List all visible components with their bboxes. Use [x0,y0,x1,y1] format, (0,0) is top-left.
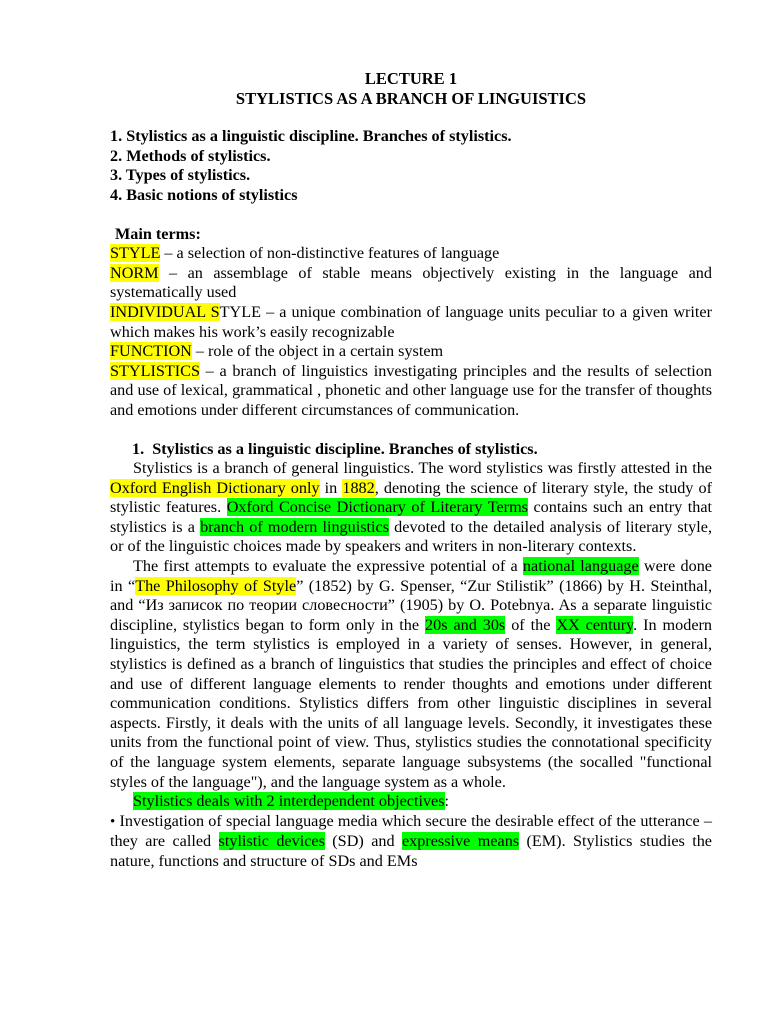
lecture-number: LECTURE 1 [364,69,458,88]
main-terms-heading: Main terms: [115,224,201,243]
contents-item: 1. Stylistics as a linguistic discipline. Branches of stylistics. [110,127,512,146]
term-highlight: STYLISTICS [110,361,200,380]
highlight-yellow: Oxford English Dictionary only [110,478,320,497]
highlight-green: national language [522,557,639,576]
document-body [110,69,712,872]
text-run: (EM). Stylistics studies the nature, functions and structure of SDs and EMs [110,832,712,870]
contents-item: 2. Methods of stylistics. [110,146,271,165]
term-norm [110,264,712,303]
highlight-green: branch of modern linguistics [200,517,390,536]
text-run: (SD) and [324,832,402,851]
contents-list [110,127,712,205]
term-highlight: INDIVIDUAL S [110,302,220,321]
highlight-green: expressive means [401,832,520,851]
contents-item: 3. Types of stylistics. [110,166,251,185]
text-run: of the [505,615,557,634]
text-run: in [319,478,343,497]
text-run: The first attempts to evaluate the expressive potential of a [133,557,523,576]
text-run: devoted to the detailed analysis of literary style, or of the linguistic choices made by speakers and writers in non-literary contexts. [110,517,712,556]
term-individual-style [110,303,712,342]
term-definition: – an assemblage of stable means objectively existing in the language and systematically used [110,263,712,302]
highlight-yellow: The Philosophy of Style [135,576,297,595]
term-style [110,244,712,264]
text-run: were done in “ [110,557,712,595]
text-run: Stylistics is a branch of general linguistics. The word stylistics was firstly attested in the [133,459,712,478]
bullet-icon: • [110,813,116,830]
paragraph-3 [110,792,712,812]
highlight-green: Stylistics deals with 2 interdependent objectives [133,792,445,811]
term-definition: – a branch of linguistics investigating principles and the results of selection and use of lexical, grammatical , phonetic and other language use for the transfer of thoughts and emotions under different circumstances of communication. [110,361,712,419]
highlight-yellow: 1882 [342,478,375,497]
lecture-title: STYLISTICS AS A BRANCH OF LINGUISTICS [235,88,587,108]
term-definition: – a selection of non-distinctive features of language [160,244,500,263]
term-stylistics [110,362,712,421]
text-run: . In modern linguistics, the term stylistics is employed in a variety of senses. However, in general, stylistics is defined as a branch of linguistics that studies the principles and effect of choice and use of different language elements to render thoughts and emotions under different communication conditions. Stylistics differs from other linguistic disciplines in several aspects. Firstly, it deals with the units of all language levels. Secondly, it investigates these units from the functional point of view. Thus, stylistics studies the connotational specificity of the language system elements, separate language subsystems (the socalled "functional styles of the language"), and the language system as a whole. [110,615,712,791]
text-run: : [444,792,450,811]
term-rest: TYLE [219,302,262,321]
contents-item: 4. Basic notions of stylistics [110,185,298,204]
highlight-green: XX century [556,615,634,634]
text-run: ” (1852) by G. Spenser, “Zur Stilistik” (1866) by H. Steinthal, and “Из записок по теории словесности” (1905) by O. Potebnya. As a separate linguistic discipline, stylistics began to form only in the [110,576,712,634]
term-definition: – role of the object in a certain system [191,342,444,361]
highlight-green: stylistic devices [218,832,325,851]
section-1-heading: 1. Stylistics as a linguistic discipline. Branches of stylistics. [132,439,538,458]
paragraph-1 [110,459,712,557]
highlight-green: Oxford Concise Dictionary of Literary Terms [226,498,528,517]
term-definition: – a unique combination of language units peculiar to a given writer which makes his work’s easily recognizable [110,302,712,341]
term-highlight: STYLE [110,244,161,263]
term-highlight: NORM [110,263,159,282]
term-function [110,342,712,362]
term-highlight: FUNCTION [110,342,192,361]
paragraph-2 [110,557,712,792]
highlight-green: 20s and 30s [425,615,506,634]
text-run: , denoting the science of literary style, the study of stylistic features. [110,478,712,517]
text-run: Investigation of special language media which secure the desirable effect of the utterance – they are called [110,811,712,851]
text-run: contains such an entry that stylistics is a [110,498,713,536]
bullet-item [110,812,712,872]
